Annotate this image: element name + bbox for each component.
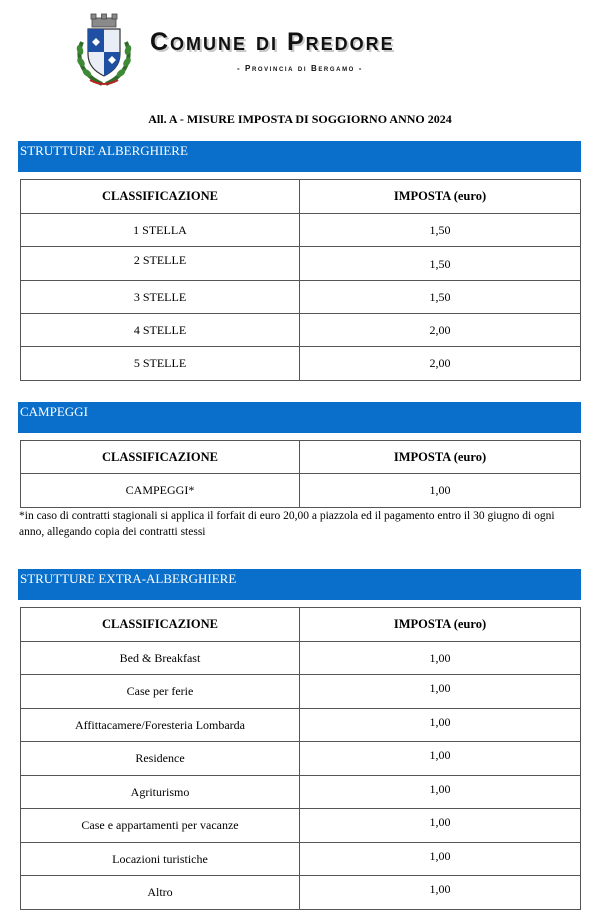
row-label: Locazioni turistiche — [21, 843, 300, 876]
table-header-row — [21, 180, 581, 214]
table-row — [21, 742, 581, 776]
letterhead — [0, 0, 600, 100]
row-label: Altro — [21, 876, 300, 910]
row-value: 1,50 — [300, 281, 581, 314]
column-header-classificazione: CLASSIFICAZIONE — [21, 180, 300, 214]
row-value: 2,00 — [300, 314, 581, 347]
table-row — [21, 642, 581, 675]
column-header-classificazione: CLASSIFICAZIONE — [21, 441, 300, 474]
row-label: 2 STELLE — [21, 247, 300, 281]
row-value: 1,50 — [300, 247, 581, 281]
table-row — [21, 247, 581, 281]
table-extra-alberghiere — [20, 607, 581, 910]
table-header-row — [21, 608, 581, 642]
row-label: Case e appartamenti per vacanze — [21, 809, 300, 843]
row-label: Residence — [21, 742, 300, 776]
coat-of-arms-icon — [72, 12, 136, 88]
row-label: Affittacamere/Foresteria Lombarda — [21, 709, 300, 742]
row-value: 1,00 — [300, 843, 581, 876]
table-row — [21, 809, 581, 843]
table-row — [21, 843, 581, 876]
table-row — [21, 474, 581, 508]
section-header-alberghiere: STRUTTURE ALBERGHIERE — [18, 141, 581, 172]
column-header-imposta: IMPOSTA (euro) — [300, 441, 581, 474]
table-row — [21, 281, 581, 314]
row-value: 1,00 — [300, 876, 581, 910]
row-value: 1,50 — [300, 214, 581, 247]
column-header-imposta: IMPOSTA (euro) — [300, 608, 581, 642]
row-value: 1,00 — [300, 642, 581, 675]
row-label: 4 STELLE — [21, 314, 300, 347]
row-label: Case per ferie — [21, 675, 300, 709]
table-row — [21, 876, 581, 910]
row-value: 2,00 — [300, 347, 581, 381]
column-header-imposta: IMPOSTA (euro) — [300, 180, 581, 214]
row-label: 1 STELLA — [21, 214, 300, 247]
column-header-classificazione: CLASSIFICAZIONE — [21, 608, 300, 642]
province-name: - Provincia di Bergamo - — [236, 64, 364, 73]
document-title: All. A - MISURE IMPOSTA DI SOGGIORNO ANNO 2024 — [148, 112, 452, 126]
row-value: 1,00 — [300, 474, 581, 508]
table-row — [21, 214, 581, 247]
row-value: 1,00 — [300, 809, 581, 843]
row-label: 3 STELLE — [21, 281, 300, 314]
table-alberghiere — [20, 179, 581, 381]
row-value: 1,00 — [300, 709, 581, 742]
table-row — [21, 347, 581, 381]
table-row — [21, 776, 581, 809]
row-label: Agriturismo — [21, 776, 300, 809]
table-header-row — [21, 441, 581, 474]
table-row — [21, 314, 581, 347]
row-label: 5 STELLE — [21, 347, 300, 381]
row-value: 1,00 — [300, 675, 581, 709]
section-header-extra-alberghiere: STRUTTURE EXTRA-ALBERGHIERE — [18, 569, 581, 600]
row-value: 1,00 — [300, 776, 581, 809]
municipality-name: Comune di Predore — [150, 28, 395, 56]
table-campeggi — [20, 440, 581, 508]
row-label: Bed & Breakfast — [21, 642, 300, 675]
table-row — [21, 675, 581, 709]
section-header-campeggi: CAMPEGGI — [18, 402, 581, 433]
row-value: 1,00 — [300, 742, 581, 776]
campeggi-footnote: *in caso di contratti stagionali si applica il forfait di euro 20,00 a piazzola ed il pagamento entro il 30 giugno di ogni anno, allegando copia dei contratti stessi — [19, 510, 555, 538]
table-row — [21, 709, 581, 742]
row-label: CAMPEGGI* — [21, 474, 300, 508]
